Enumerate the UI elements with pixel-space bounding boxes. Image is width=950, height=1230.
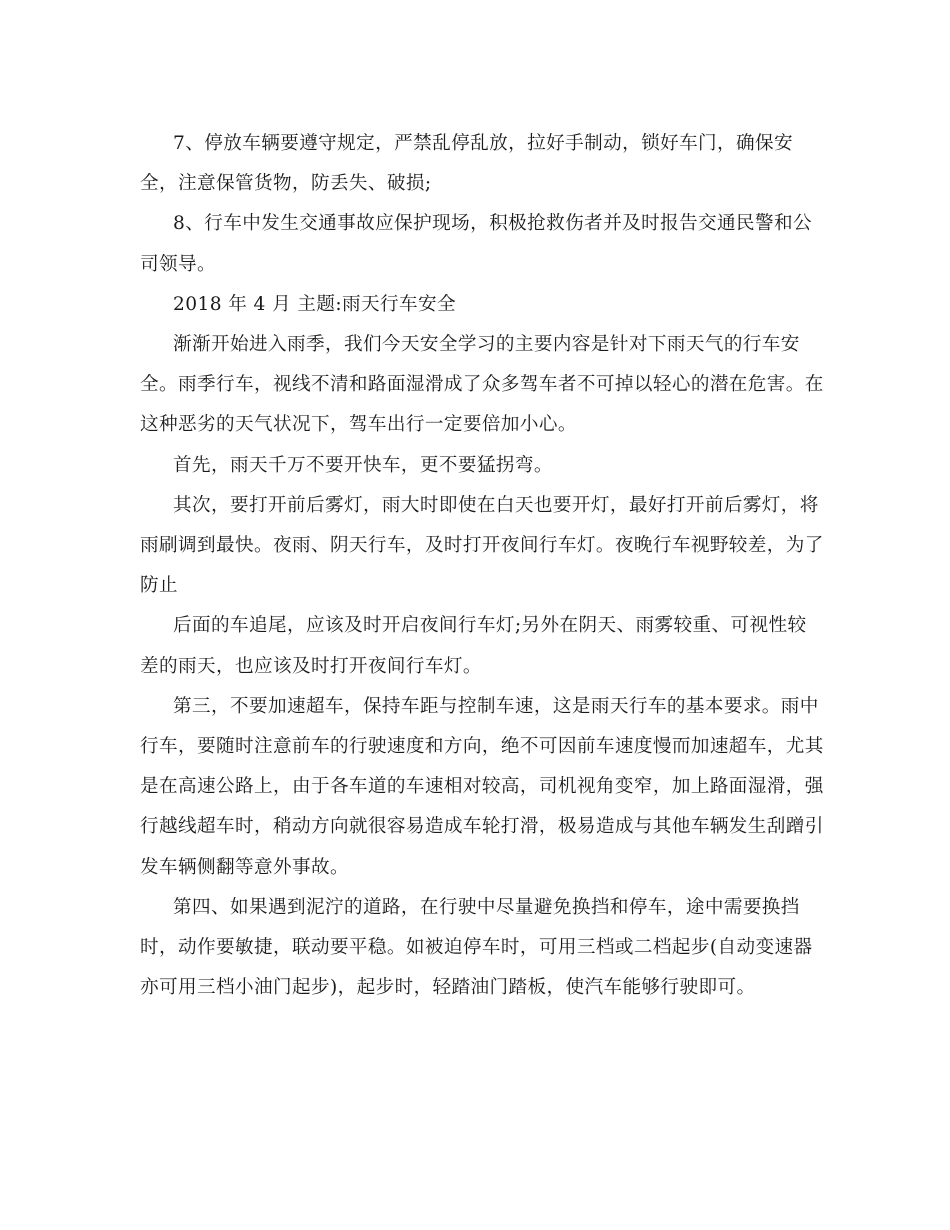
text-line: 8、行车中发生交通事故应保护现场，积极抢救伤者并及时报告交通民警和公 <box>173 213 813 235</box>
text-line: 全，注意保管货物，防丢失、破损; <box>140 173 432 195</box>
text-line: 防止 <box>140 575 178 597</box>
text-line: 行越线超车时，稍动方向就很容易造成车轮打滑，极易造成与其他车辆发生刮蹭引 <box>140 816 824 838</box>
text-line: 雨刷调到最快。夜雨、阴天行车，及时打开夜间行车灯。夜晚行车视野较差，为了 <box>140 535 824 557</box>
text-line: 司领导。 <box>140 253 216 275</box>
text-line: 行车，要随时注意前车的行驶速度和方向，绝不可因前车速度慢而加速超车，尤其 <box>140 736 824 758</box>
text-line: 全。雨季行车，视线不清和路面湿滑成了众多驾车者不可掉以轻心的潜在危害。在 <box>140 374 824 396</box>
text-line: 渐渐开始进入雨季，我们今天安全学习的主要内容是针对下雨天气的行车安 <box>173 334 800 356</box>
text-line: 这种恶劣的天气状况下，驾车出行一定要倍加小心。 <box>140 414 577 436</box>
text-line: 亦可用三档小油门起步)，起步时，轻踏油门踏板，使汽车能够行驶即可。 <box>140 977 756 999</box>
text-line: 发车辆侧翻等意外事故。 <box>140 856 349 878</box>
text-line: 第四、如果遇到泥泞的道路，在行驶中尽量避免换挡和停车，途中需要换挡 <box>173 896 800 918</box>
text-line: 第三，不要加速超车，保持车距与控制车速，这是雨天行车的基本要求。雨中 <box>173 695 819 717</box>
text-line: 其次，要打开前后雾灯，雨大时即使在白天也要开灯，最好打开前后雾灯，将 <box>173 494 819 516</box>
text-line: 时，动作要敏捷，联动要平稳。如被迫停车时，可用三档或二档起步(自动变速器 <box>140 937 813 959</box>
text-line: 差的雨天，也应该及时打开夜间行车灯。 <box>140 655 482 677</box>
text-line: 7、停放车辆要遵守规定，严禁乱停乱放，拉好手制动，锁好车门，确保安 <box>173 133 794 154</box>
text-line: 首先，雨天千万不要开快车，更不要猛拐弯。 <box>173 454 553 476</box>
section-heading: 2018 年 4 月 主题:雨天行车安全 <box>173 293 456 315</box>
document-body <box>140 124 824 1008</box>
text-line: 是在高速公路上，由于各车道的车速相对较高，司机视角变窄，加上路面湿滑，强 <box>140 776 824 798</box>
text-line: 后面的车追尾，应该及时开启夜间行车灯;另外在阴天、雨雾较重、可视性较 <box>173 615 807 637</box>
